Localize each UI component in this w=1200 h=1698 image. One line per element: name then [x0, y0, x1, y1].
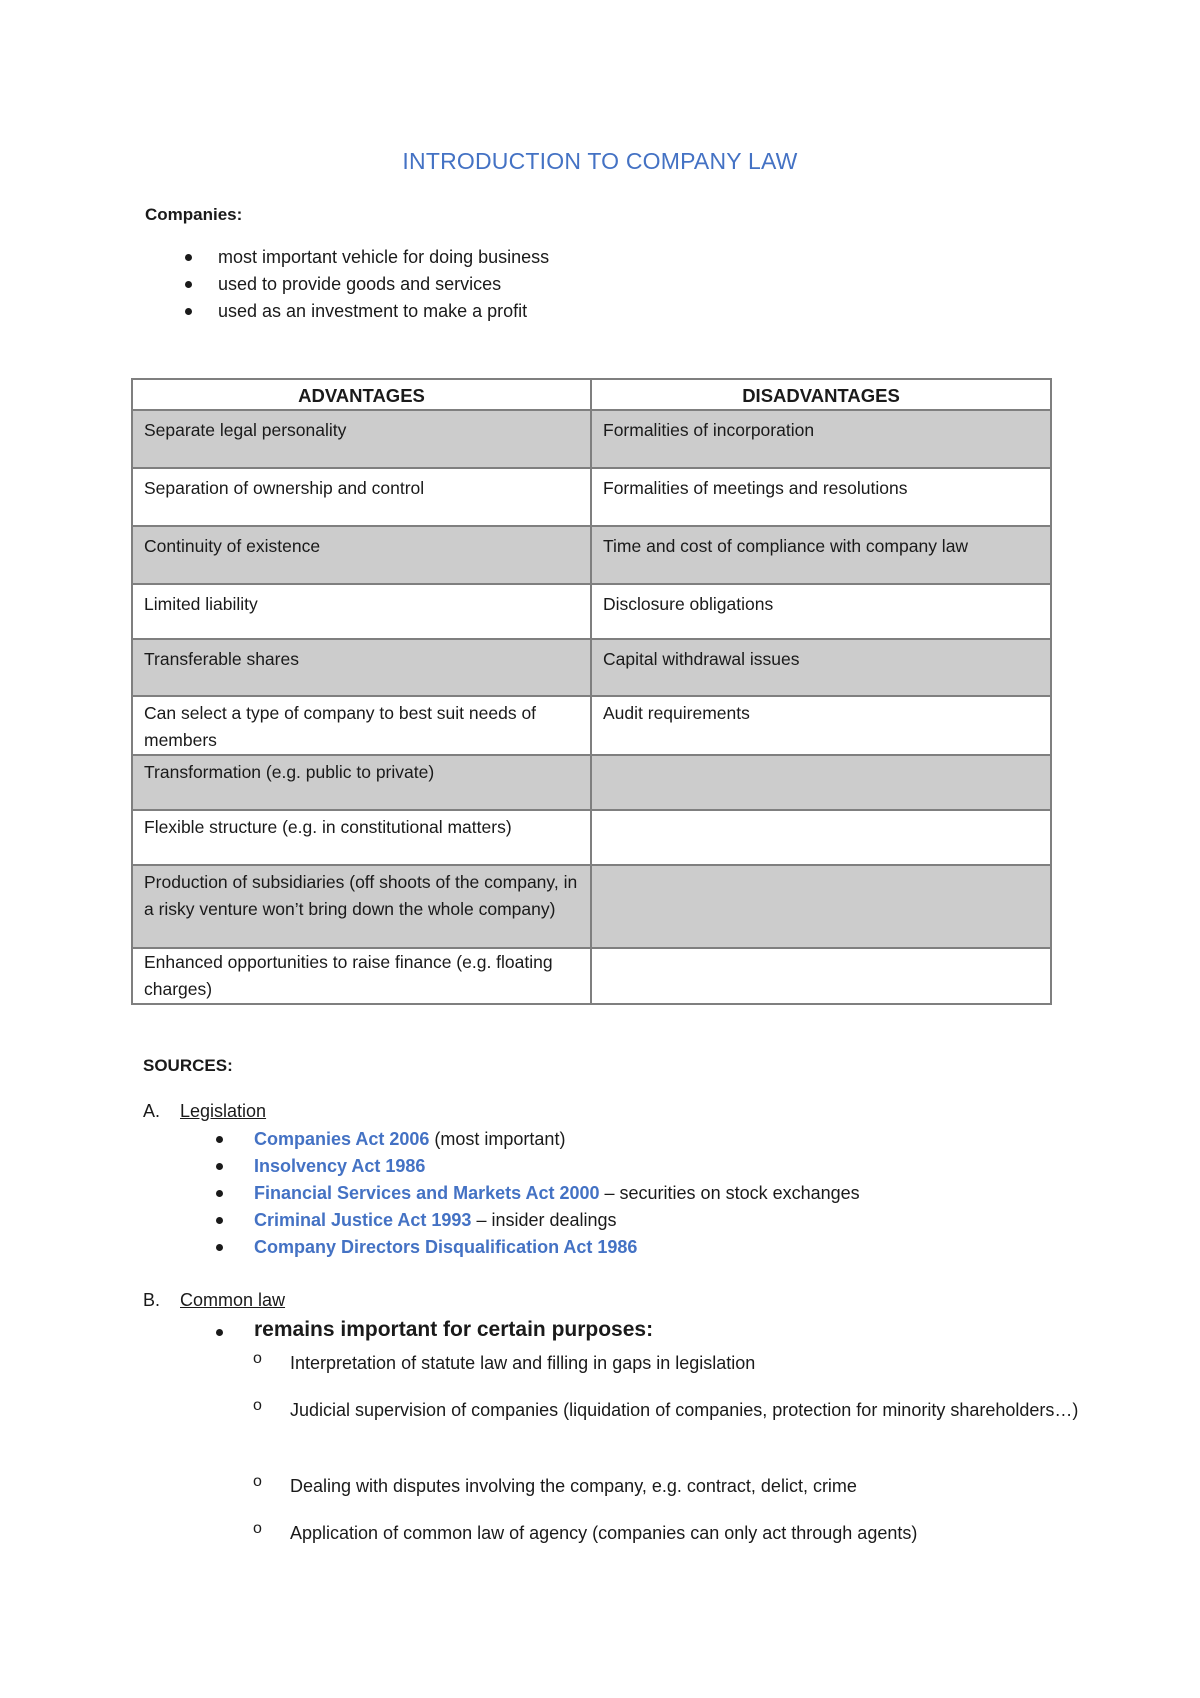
section-letter-a: A. [143, 1101, 161, 1121]
table-row: Enhanced opportunities to raise finance (e.g. floating charges) [132, 948, 1051, 1004]
table-row: Production of subsidiaries (off shoots of the company, in a risky venture won’t bring down the whole company) [132, 865, 1051, 948]
list-item: Company Directors Disqualification Act 1986 [216, 1234, 860, 1261]
bullet-icon [216, 1244, 223, 1251]
circle-bullet-icon: o [253, 1473, 262, 1490]
companies-list [185, 244, 549, 325]
table-row: Separation of ownership and control Formalities of meetings and resolutions [132, 468, 1051, 526]
table-row: Can select a type of company to best suit needs of members Audit requirements [132, 696, 1051, 755]
header-disadvantages: DISADVANTAGES [591, 379, 1051, 410]
list-item: most important vehicle for doing business [185, 244, 549, 271]
common-law-bullet: remains important for certain purposes: [216, 1318, 653, 1342]
bullet-icon [216, 1136, 223, 1143]
section-title-legislation: Legislation [180, 1101, 267, 1121]
sources-label: SOURCES: [143, 1056, 233, 1075]
list-item: Financial Services and Markets Act 2000 – securities on stock exchanges [216, 1180, 860, 1207]
list-item: used as an investment to make a profit [185, 298, 549, 325]
table-row: Transformation (e.g. public to private) [132, 755, 1051, 810]
document-page: INTRODUCTION TO COMPANY LAW Companies: most important vehicle for doing business used to provide goods and services used as an investment to make a profit ADVANTAGES DISADVANTAGES Separate legal personality Formalities of incorporation Separation of ownership and control Formalities of meetings and resolutions Continuity of existence Time and cost of compliance with company law Limited liability Disclosure obligations Transferable shares Capital withdrawal issues Can select a type of company to best suit needs of members Audit requirements Transformation (e.g. public to private) Flexible structure (e.g. in constitutional matters) Production of subsidiaries (off shoots of the company, in a risky venture won’t bring down the whole company) Enhanced opportunities to raise finance (e.g. floating charges) SOURCES: A. Legislation Companies Act 2006 (most important) Insolvency Act 1986 Financial Services and Markets Act 2000 – securities on stock exchanges Criminal Justice Act 1993 – insider dealings Company Directors Disqualification Act 1986 B. Common law remains important for certain purposes: o Interpretation of statute law and filling in gaps in legislation o Judicial supervision of companies (liquidation of companies, protection for minority shareholders…) o Dealing with disputes involving the company, e.g. contract, delict, crime o Application of common law of agency (companies can only act through agents) [0, 0, 1200, 1698]
table-row: Continuity of existence Time and cost of compliance with company law [132, 526, 1051, 584]
header-advantages: ADVANTAGES [132, 379, 591, 410]
bullet-icon [185, 308, 192, 315]
table-header-row [132, 379, 1051, 410]
section-letter-b: B. [143, 1290, 161, 1310]
bullet-icon [216, 1163, 223, 1170]
advantages-disadvantages-table [131, 378, 1052, 1005]
list-item: Insolvency Act 1986 [216, 1153, 860, 1180]
table-row: Flexible structure (e.g. in constitutional matters) [132, 810, 1051, 865]
table-row: Separate legal personality Formalities of incorporation [132, 410, 1051, 468]
legislation-list [216, 1126, 860, 1261]
list-item: Companies Act 2006 (most important) [216, 1126, 860, 1153]
section-title-common-law: Common law [180, 1290, 286, 1310]
circle-bullet-icon: o [253, 1397, 262, 1414]
bullet-icon [216, 1190, 223, 1197]
table-row: Limited liability Disclosure obligations [132, 584, 1051, 639]
companies-label: Companies: [145, 205, 243, 224]
bullet-icon [216, 1217, 223, 1224]
circle-bullet-icon: o [253, 1520, 262, 1537]
list-item: used to provide goods and services [185, 271, 549, 298]
bullet-icon [185, 254, 192, 261]
table-row: Transferable shares Capital withdrawal issues [132, 639, 1051, 696]
page-title: INTRODUCTION TO COMPANY LAW [402, 148, 798, 174]
circle-bullet-icon: o [253, 1350, 262, 1367]
list-item: Criminal Justice Act 1993 – insider dealings [216, 1207, 860, 1234]
bullet-icon [185, 281, 192, 288]
bullet-icon [216, 1329, 223, 1336]
